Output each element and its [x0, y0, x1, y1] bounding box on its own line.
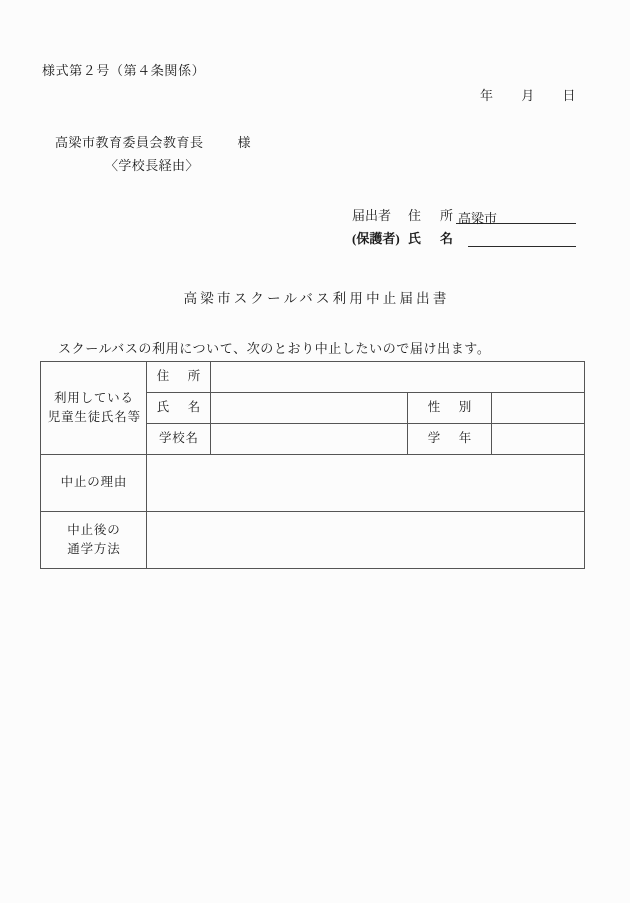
student-name-value[interactable]: [211, 393, 408, 424]
cancel-reason-label: 中止の理由: [41, 455, 147, 512]
addressee-via: 〈学校長経由〉: [105, 158, 199, 173]
student-grade-value[interactable]: [492, 424, 585, 455]
addressee-line: [55, 132, 251, 151]
commute-method-label-line2: 通学方法: [67, 542, 121, 556]
submitter-guardian-label: (保護者): [352, 231, 400, 246]
application-table: [40, 361, 585, 569]
date-day-label: 日: [562, 88, 576, 103]
student-gender-label: 性 別: [408, 393, 492, 424]
table-row: [41, 455, 585, 512]
addressee-title: 高梁市教育委員会教育長: [55, 135, 204, 150]
submitter-name-label: 氏 名: [408, 231, 457, 246]
form-number: 様式第２号（第４条関係）: [42, 63, 206, 78]
commute-method-label: [41, 512, 147, 569]
table-row: [41, 362, 585, 393]
student-gender-value[interactable]: [492, 393, 585, 424]
student-school-value[interactable]: [211, 424, 408, 455]
commute-method-label-line1: 中止後の: [67, 522, 121, 537]
submitter-block: [352, 201, 576, 247]
student-info-header-line1: 利用している: [53, 390, 134, 405]
student-name-label: 氏 名: [147, 393, 211, 424]
submitter-address-row: [352, 201, 576, 224]
student-info-header-line2: 児童生徒氏名等: [47, 410, 141, 424]
lead-sentence: スクールバスの利用について、次のとおり中止したいので届け出ます。: [58, 341, 491, 356]
table-row: [41, 512, 585, 569]
student-grade-label: 学 年: [408, 424, 492, 455]
student-address-label: 住 所: [147, 362, 211, 393]
student-school-label: 学校名: [147, 424, 211, 455]
date-year-label: 年: [480, 88, 494, 103]
submitter-address-field[interactable]: 高梁市: [456, 208, 576, 224]
page-title: 高梁市スクールバス利用中止届出書: [183, 291, 450, 306]
submitter-name-field[interactable]: [468, 231, 576, 247]
date-line: [480, 85, 576, 104]
addressee-honorific: 様: [237, 135, 252, 150]
submitter-name-row: [352, 224, 576, 247]
submitter-label: 届出者: [352, 208, 392, 223]
cancel-reason-value[interactable]: [147, 455, 585, 512]
student-info-header: [41, 362, 147, 455]
submitter-address-label: 住 所: [408, 208, 457, 223]
commute-method-value[interactable]: [147, 512, 585, 569]
date-month-label: 月: [521, 88, 535, 103]
student-address-value[interactable]: [211, 362, 585, 393]
